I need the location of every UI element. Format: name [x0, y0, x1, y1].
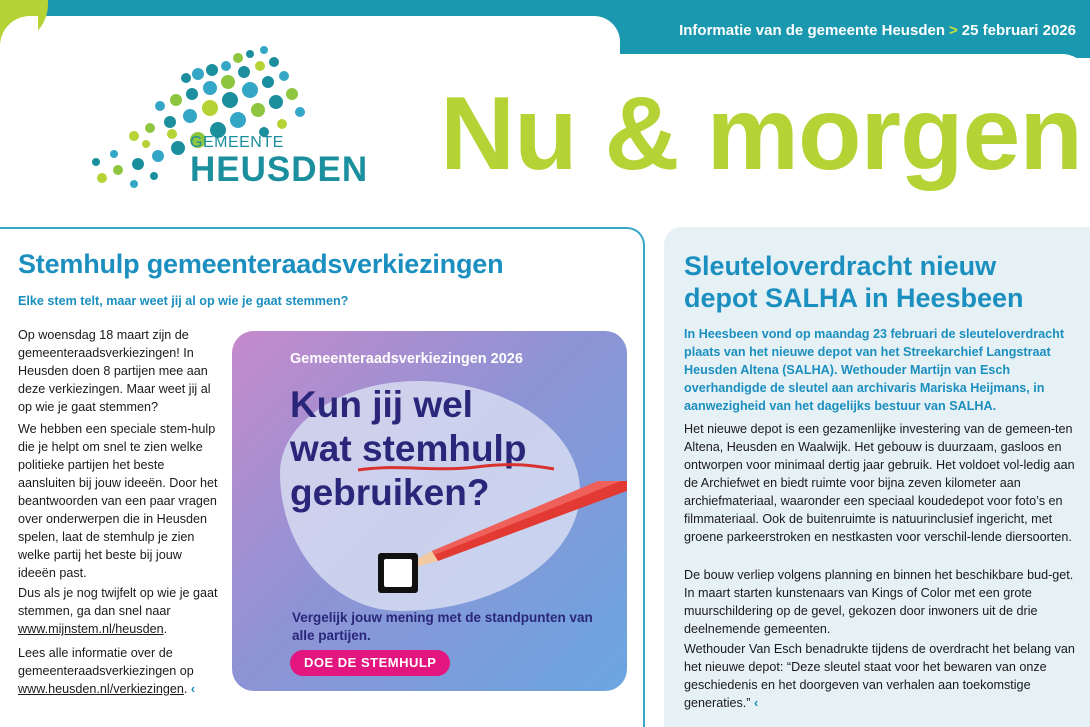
ballot-box-icon [378, 553, 418, 593]
end-marker-icon: ‹ [190, 682, 196, 696]
stemhulp-promo [232, 331, 627, 691]
verkiezingen-link[interactable]: www.heusden.nl/verkiezingen [18, 682, 184, 696]
frame-line [643, 268, 645, 727]
left-paragraph-4 [18, 644, 223, 698]
promo-subline: Vergelijk jouw mening met de standpunten van alle partijen. [292, 610, 593, 643]
end-marker-icon: ‹ [754, 696, 759, 710]
doe-de-stemhulp-button[interactable]: DOE DE STEMHULP [290, 650, 450, 676]
logo-name: HEUSDEN [190, 150, 369, 189]
masthead-title: Nu & morgen [440, 76, 1082, 192]
left-paragraph-3 [18, 584, 223, 638]
right-article-lead: In Heesbeen vond op maandag 23 februari de sleuteloverdracht plaats van het nieuwe depot van het Streekarchief Langstraat Heusden Altena (SALHA). Wethouder Martijn van Esch overhandigde de sleutel aan archivaris Mariska Heijmans, in aanwezigheid van het dagelijks bestuur van SALHA. [684, 327, 1065, 413]
left-paragraph-1: Op woensdag 18 maart zijn de gemeenteraadsverkiezingen! In Heusden doen 8 partijen mee aan deze verkiezingen. Maar weet jij al op wie je gaat stemmen? [18, 328, 211, 414]
right-article-title: Sleuteloverdracht nieuw depot SALHA in Heesbeen [684, 251, 1024, 313]
paragraph-end: . [163, 622, 168, 636]
issue-date: 25 februari 2026 [961, 22, 1076, 39]
paragraph-end: . [183, 682, 188, 696]
publisher-label: Informatie van de gemeente Heusden [679, 22, 945, 39]
left-paragraph-2: We hebben een speciale stem-hulp die je helpt om snel te zien welke politieke partijen het beste aansluiten bij jouw ideeën. Door het beantwoorden van een paar vragen over onderwerpen die in Heusden spelen, laat de stemhulp je zien welke partij het beste bij jouw ideeën past. [18, 422, 218, 580]
paragraph-text: Wethouder Van Esch benadrukte tijdens de overdracht het belang van het nieuwe depot: “Deze sleutel staat voor het bewaren van onze geschiedenis en het doorgeven van verhalen aan toekomstige generaties.” [684, 642, 1075, 710]
headline-highlight: stemhulp [361, 428, 527, 469]
separator: > [948, 22, 958, 39]
right-paragraph-2: De bouw verliep volgens planning en binnen het beschikbare bud-get. In maart starten kunstenaars van Kings of Color met een grote muurschildering op de gevel, gekozen door inwoners uit de drie deelnemende gemeenten. [684, 568, 1074, 636]
mijnstem-link[interactable]: www.mijnstem.nl/heusden [18, 622, 164, 636]
headline-line-3: gebruiken? [290, 472, 490, 513]
masthead-info [679, 22, 1076, 39]
headline-word: wat [290, 428, 362, 469]
pencil-icon [392, 481, 627, 591]
promo-kicker: Gemeenteraadsverkiezingen 2026 [290, 351, 523, 367]
right-paragraph-3 [684, 640, 1079, 712]
headline-line-1: Kun jij wel [290, 384, 473, 425]
left-article-title: Stemhulp gemeenteraadsverkiezingen [18, 249, 504, 279]
paragraph-text: Dus als je nog twijfelt op wie je gaat stemmen, ga dan snel naar [18, 586, 218, 618]
paragraph-text: Lees alle informatie over de gemeenteraadsverkiezingen op [18, 646, 194, 678]
logo-subtitle: GEMEENTE [190, 134, 284, 151]
scribble-underline-icon [356, 462, 556, 474]
left-article-lead: Elke stem telt, maar weet jij al op wie je gaat stemmen? [18, 294, 349, 308]
right-paragraph-1: Het nieuwe depot is een gezamenlijke investering van de gemeen-ten Altena, Heusden en Waalwijk. Het gebouw is duurzaam, gasloos en ontworpen voor minimaal dertig jaar gebruik. Het voldoet vol-ledig aan de Archiefwet en biedt ruimte voor bijna zeven kilometer aan archiefmateriaal, waaronder een speciaal koudedepot voor foto’s en filmmateriaal. Ook de buitenruimte is natuurinclusief ingericht, met groene parkeerstroken en nestkasten voor verschil-lende diersoorten. [684, 422, 1075, 544]
